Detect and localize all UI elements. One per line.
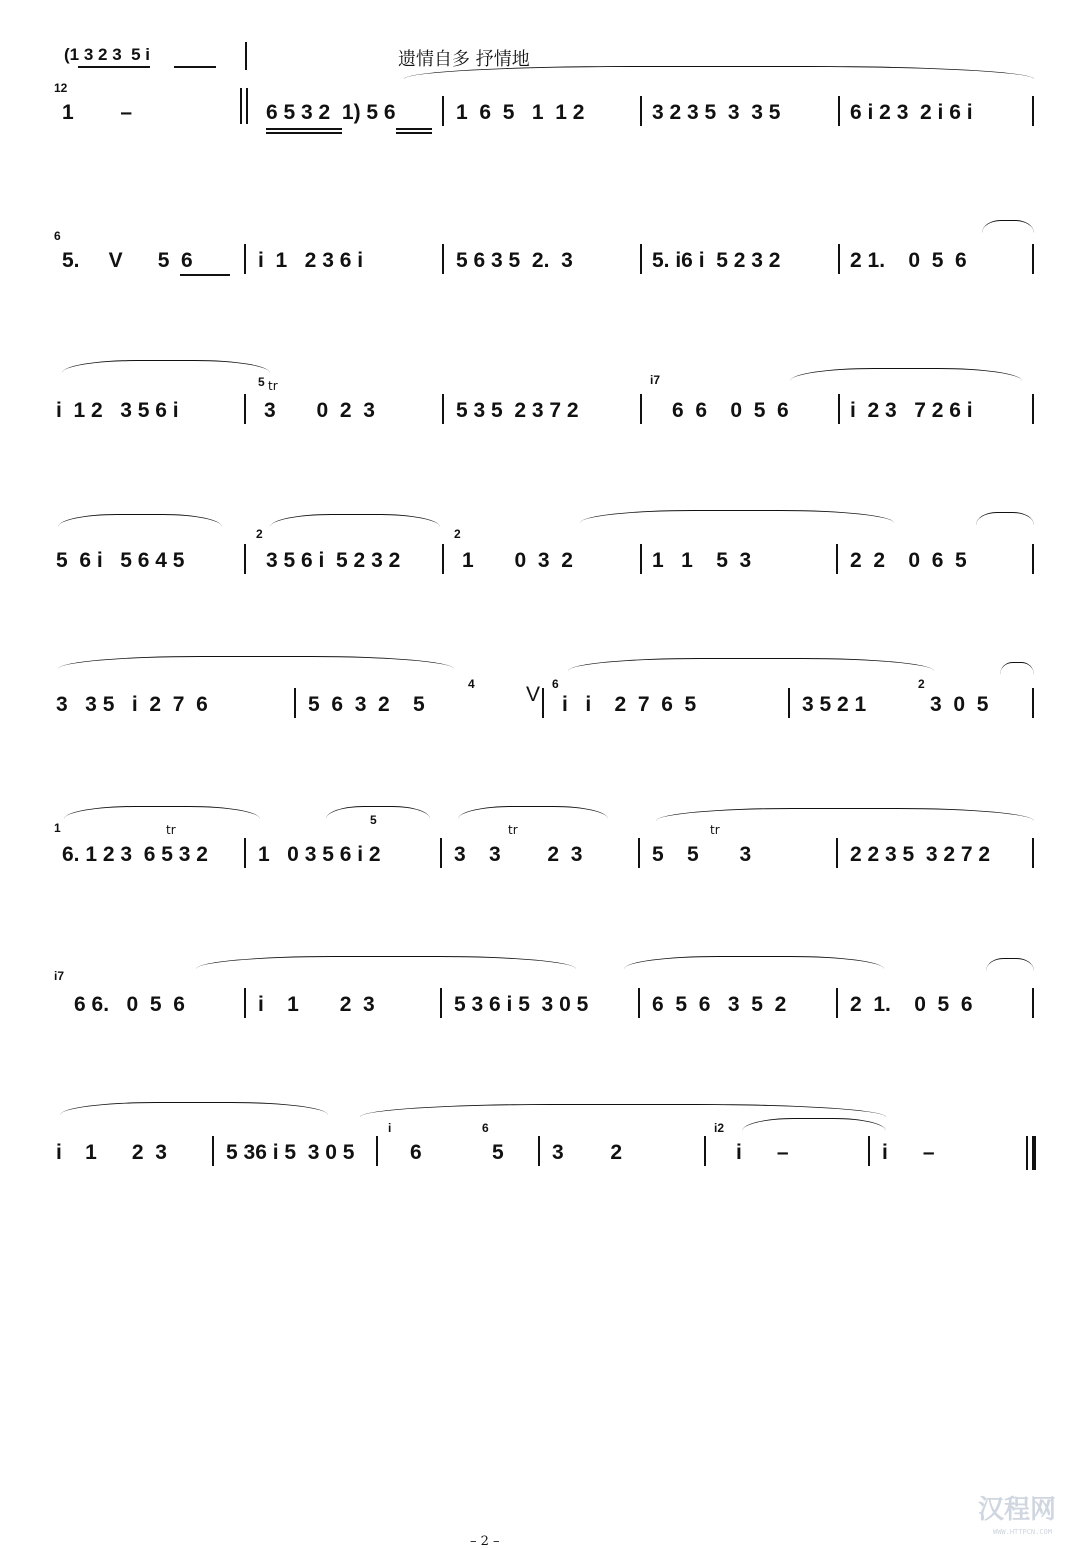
grace-note: 12 <box>54 81 68 95</box>
note-group: 1 1 5 3 <box>652 549 752 572</box>
grace-note: i7 <box>650 373 661 387</box>
note-group: 1 6 5 1 1 2 <box>456 101 585 124</box>
note-group: 2 1. 0 5 6 <box>850 249 967 272</box>
slur <box>568 658 934 671</box>
note-group: 5 3 6 i 5 3 0 5 <box>454 993 589 1016</box>
barline <box>640 244 642 274</box>
barline <box>542 688 544 718</box>
barline <box>638 838 640 868</box>
slur <box>986 958 1034 971</box>
grace-note: 4 <box>468 677 475 691</box>
double-barline <box>240 88 242 124</box>
grace-note: 6 <box>54 229 61 243</box>
note-group: 5 6 3 5 2. 3 <box>456 249 573 272</box>
barline <box>1032 544 1034 574</box>
note-group: 5 5 3 <box>652 843 752 866</box>
grace-note: 2 <box>454 527 461 541</box>
slur <box>982 220 1034 233</box>
note-group: 3 0 2 3 <box>264 399 375 422</box>
barline <box>244 988 246 1018</box>
barline <box>442 96 444 126</box>
slur <box>458 806 608 819</box>
note-group: 1 0 3 2 <box>462 549 573 572</box>
slur <box>196 956 576 969</box>
note-group: 5. i6 i 5 2 3 2 <box>652 249 781 272</box>
note-group: i – <box>736 1141 789 1164</box>
note-group: 5 6 i 5 6 4 5 <box>56 549 185 572</box>
tempo-marking: 遗情自多 抒情地 <box>398 49 530 70</box>
barline <box>836 838 838 868</box>
note-group: 5 3 5 2 3 7 2 <box>456 399 579 422</box>
note-group: i 1 2 3 <box>258 993 375 1016</box>
double-barline <box>246 88 248 124</box>
underline <box>174 66 216 68</box>
barline <box>442 544 444 574</box>
slur <box>58 514 222 527</box>
note-group: 3 2 <box>552 1141 623 1164</box>
barline <box>538 1136 540 1166</box>
barline <box>1032 394 1034 424</box>
barline <box>868 1136 870 1166</box>
barline <box>244 394 246 424</box>
underline <box>396 132 432 134</box>
note-group: 3 3 5 i 2 7 6 <box>56 693 208 716</box>
slur <box>656 808 1034 821</box>
note-group: i 1 2 3 <box>56 1141 167 1164</box>
barline <box>838 244 840 274</box>
barline <box>836 544 838 574</box>
note-group: 6 5 6 3 5 2 <box>652 993 787 1016</box>
note-group: 5 6 3 2 5 <box>308 693 425 716</box>
note-group: i i 2 7 6 5 <box>562 693 697 716</box>
final-barline-thin <box>1026 1136 1028 1170</box>
note-group: 6. 1 2 3 6 5 3 2 <box>62 843 208 866</box>
slur <box>64 806 260 819</box>
grace-note: i <box>388 1121 392 1135</box>
grace-note: i2 <box>714 1121 725 1135</box>
barline <box>244 838 246 868</box>
barline <box>1032 838 1034 868</box>
underline <box>180 274 230 276</box>
note-group: 2 2 3 5 3 2 7 2 <box>850 843 991 866</box>
barline <box>1032 688 1034 718</box>
slur <box>62 360 270 373</box>
breath-mark: V <box>526 683 541 706</box>
grace-note: 5 <box>258 375 265 389</box>
note-group: i – <box>882 1141 935 1164</box>
watermark-url: WWW.HTTPCN.COM <box>992 1528 1052 1536</box>
note-group: 1 – <box>62 101 133 124</box>
note-group: 3 0 5 <box>930 693 989 716</box>
slur <box>624 956 884 969</box>
barline <box>294 688 296 718</box>
underline <box>78 66 150 68</box>
final-barline-thick <box>1032 1136 1036 1170</box>
barline <box>638 988 640 1018</box>
note-group: i 2 3 7 2 6 i <box>850 399 973 422</box>
trill-mark: tr <box>710 823 720 837</box>
underline <box>266 132 342 134</box>
note-group: 2 1. 0 5 6 <box>850 993 973 1016</box>
note-group: 3 5 2 1 <box>802 693 867 716</box>
note-group: 5 36 i 5 3 0 5 <box>226 1141 355 1164</box>
grace-note: i7 <box>54 969 65 983</box>
grace-note: 6 <box>482 1121 489 1135</box>
note-group: 6 <box>410 1141 422 1164</box>
trill-mark: tr <box>268 379 278 393</box>
note-group: i 1 2 3 5 6 i <box>56 399 179 422</box>
barline <box>704 1136 706 1166</box>
slur <box>60 1102 328 1115</box>
intro-phrase: (1 3 2 3 5 i <box>64 45 150 64</box>
barline <box>1032 244 1034 274</box>
slur <box>976 512 1034 525</box>
note-group: 6 5 3 2 1) 5 6 <box>266 101 396 124</box>
slur <box>742 1118 886 1131</box>
barline <box>212 1136 214 1166</box>
barline <box>440 988 442 1018</box>
barline <box>376 1136 378 1166</box>
note-group: 6 6. 0 5 6 <box>74 993 185 1016</box>
grace-note: 2 <box>256 527 263 541</box>
page-number: – 2 – <box>470 1534 500 1549</box>
trill-mark: tr <box>508 823 518 837</box>
note-group: 2 2 0 6 5 <box>850 549 967 572</box>
underline <box>266 128 342 130</box>
barline <box>640 96 642 126</box>
slur <box>326 806 430 819</box>
barline <box>245 42 247 70</box>
grace-note: 6 <box>552 677 559 691</box>
note-group: 3 2 3 5 3 3 5 <box>652 101 781 124</box>
barline <box>442 244 444 274</box>
note-group: 3 5 6 i 5 2 3 2 <box>266 549 401 572</box>
note-group: 5. V 5 6 <box>62 249 193 272</box>
slur <box>790 368 1022 381</box>
note-group: 6 6 0 5 6 <box>672 399 789 422</box>
note-group: 3 3 2 3 <box>454 843 583 866</box>
barline <box>640 394 642 424</box>
grace-note: 1 <box>54 821 61 835</box>
slur <box>58 656 454 669</box>
note-group: 6 i 2 3 2 i 6 i <box>850 101 973 124</box>
barline <box>244 244 246 274</box>
barline <box>1032 988 1034 1018</box>
watermark-brand: 汉程网 <box>977 1495 1056 1525</box>
barline <box>788 688 790 718</box>
slur <box>360 1104 886 1117</box>
barline <box>838 394 840 424</box>
grace-note: 2 <box>918 677 925 691</box>
slur <box>270 514 440 527</box>
barline <box>244 544 246 574</box>
barline <box>442 394 444 424</box>
barline <box>440 838 442 868</box>
barline <box>838 96 840 126</box>
tuplet-number: 5 <box>370 813 377 827</box>
phrase-slur <box>404 66 1034 79</box>
barline <box>836 988 838 1018</box>
barline <box>640 544 642 574</box>
slur <box>1000 662 1034 675</box>
slur <box>580 510 894 523</box>
note-group: 1 0 3 5 6 i 2 <box>258 843 381 866</box>
note-group: i 1 2 3 6 i <box>258 249 364 272</box>
underline <box>396 128 432 130</box>
barline <box>1032 96 1034 126</box>
note-group: 5 <box>492 1141 504 1164</box>
trill-mark: tr <box>166 823 176 837</box>
